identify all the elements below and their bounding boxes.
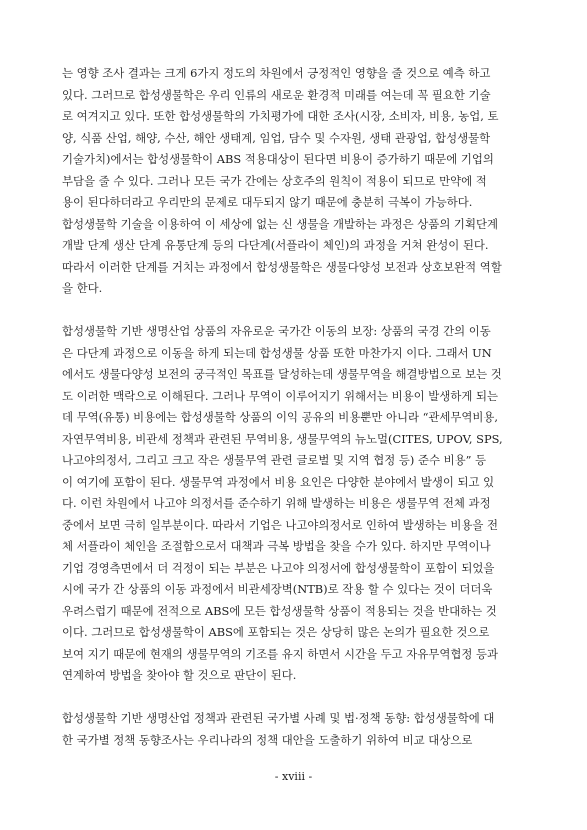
page-number: - xviii - [274, 770, 313, 783]
paragraph-trade-mobility: 합성생물학 기반 생명산업 상품의 자유로운 국가간 이동의 보장: 상품의 국경 간의 이동 은 다단계 과정으로 이동을 하게 되는데 합성생물 상품 또한 마찬가지 이다. 그래서 UN 에서도 생물다양성 보전의 궁극적인 목표를 달성하는데 생물무역을 해결방법으로 보는 것 도 이러한 맥락으로 이해된다. 그러나 무역이 이루어지기 위해서는 비용이 발생하게 되는 데 무역(유통) 비용에는 합성생물학 상품의 이익 공유의 비용뿐만 아니라 “관세무역비용, 자연무역비용, 비관세 정책과 관련된 무역비용, 생물무역의 뉴노멀(CITES, UPOV, SPS, 나고야의정서, 그리고 크고 작은 생물무역 관련 글로벌 및 지역 협정 등) 준수 비용” 등 이 여기에 포함이 된다. 생물무역 과정에서 비용 요인은 다양한 분야에서 발생이 되고 있 다. 이런 차원에서 나고야 의정서를 준수하기 위해 발생하는 비용은 생물무역 전체 과정 중에서 보면 극히 일부분이다. 따라서 기업은 나고야의정서로 인하여 발생하는 비용을 전 체 서플라이 체인을 조절함으로서 대책과 극복 방법을 찾을 수가 있다. 하지만 무역이나 기업 경영측면에서 더 걱정이 되는 부분은 나고야 의정서에 합성생물학이 포함이 되었을 시에 국가 간 상품의 이동 과정에서 비관세장벽(NTB)로 작용 할 수 있다는 것이 더더욱 우려스럽기 때문에 전적으로 ABS에 모든 합성생물학 상품이 적용되는 것을 반대하는 것 이다. 그러므로 합성생물학이 ABS에 포함되는 것은 상당히 많은 논의가 필요한 것으로 보여 지기 때문에 현재의 생물무역의 기조를 유지 하면서 시간을 두고 자유무역협정 등과 연계하여 방법을 찾아야 할 것으로 판단이 된다. [62, 324, 503, 682]
paragraph-spacer [62, 300, 532, 322]
body-text [62, 63, 532, 751]
paragraph-spacer [62, 687, 532, 709]
paragraph-positive-impact: 는 영향 조사 결과는 크게 6가지 정도의 차원에서 긍정적인 영향을 줄 것으로 예측 하고 있다. 그러므로 합성생물학은 우리 인류의 새로운 환경적 미래를 여는데 꼭 필요한 기술 로 여겨지고 있다. 또한 합성생물학의 가치평가에 대한 조사(시장, 소비자, 비용, 농업, 토 양, 식품 산업, 해양, 수산, 해안 생태계, 임업, 담수 및 수자원, 생태 관광업, 합성생물학 기술가치)에서는 합성생물학이 ABS 적용대상이 된다면 비용이 증가하기 때문에 기업의 부담을 줄 수 있다. 그러나 모든 국가 간에는 상호주의 원칙이 적용이 되므로 만약에 적 용이 된다하더라고 우리만의 문제로 대두되지 않기 때문에 충분히 극복이 가능하다. 합성생물학 기술을 이용하여 이 세상에 없는 신 생물을 개발하는 과정은 상품의 기획단계 개발 단계 생산 단계 유통단계 등의 다단계(서플라이 체인)의 과정을 거쳐 완성이 된다. 따라서 이러한 단계를 거치는 과정에서 합성생물학은 생물다양성 보전과 상호보완적 역할 을 한다. [62, 66, 502, 295]
paragraph-policy-trends: 합성생물학 기반 생명산업 정책과 관련된 국가별 사례 및 법·정책 동향: 합성생물학에 대 한 국가별 정책 동향조사는 우리나라의 정책 대안을 도출하기 위하여 비교 대상으로 [62, 711, 495, 747]
